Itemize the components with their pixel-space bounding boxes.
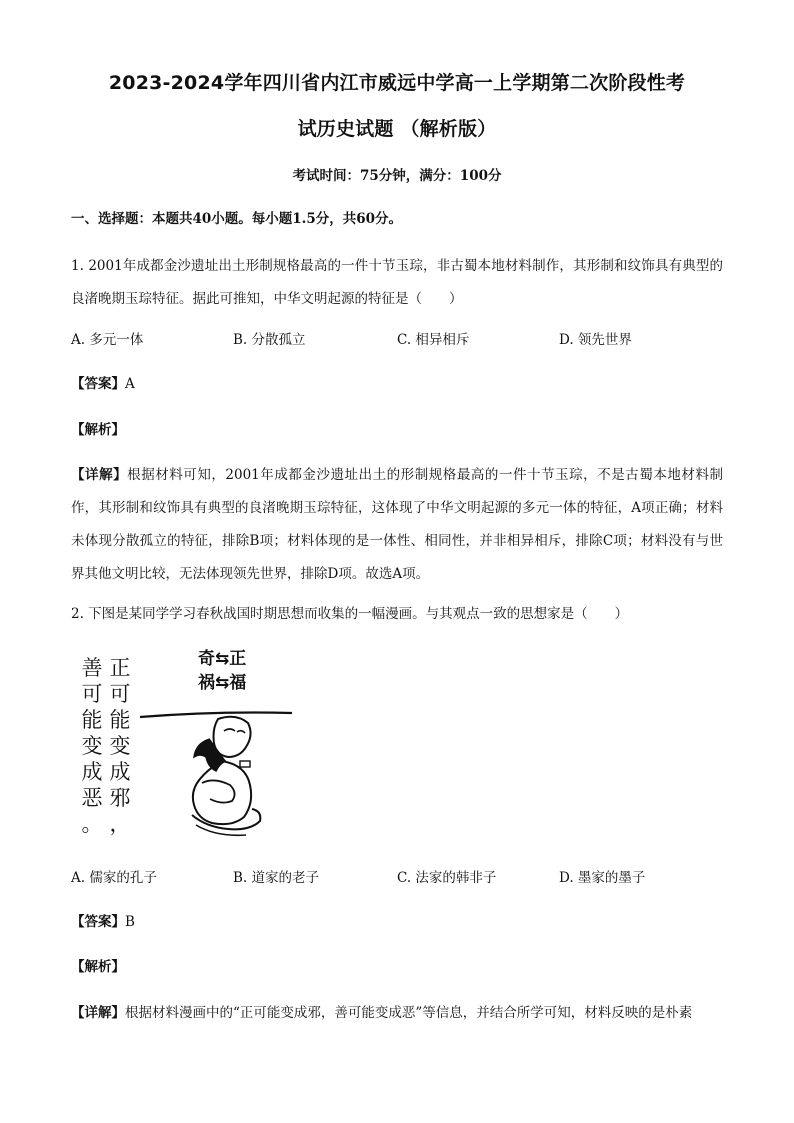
question-2-answer <box>71 910 135 930</box>
question-2-analysis <box>71 955 125 975</box>
analysis-label: 【解析】 <box>71 959 125 975</box>
sage-figure-drawing <box>136 705 306 845</box>
answer-label: 【答案】 <box>71 914 125 930</box>
analysis-label: 【解析】 <box>71 422 125 438</box>
question-1-answer <box>71 372 135 392</box>
question-2-stem: 2. 下图是某同学学习春秋战国时期思想而收集的一幅漫画。与其观点一致的思想家是（ ） <box>71 606 629 622</box>
cartoon-text-left-column: 善 可 能 变 成 恶 。 <box>81 656 103 836</box>
cartoon-top-line-1: 奇⇆正 <box>198 649 247 669</box>
exam-time: 考试时间：75分钟，满分：100分 <box>292 168 502 184</box>
option-d: D. 领先世界 <box>559 332 632 348</box>
detail-text: 根据材料漫画中的“正可能变成邪，善可能变成恶”等信息，并结合所学可知，材料反映的是朴素 <box>125 1005 693 1021</box>
cartoon-top-line-2: 祸⇆福 <box>198 673 247 693</box>
option-c: C. 相异相斥 <box>397 332 470 348</box>
question-1-analysis <box>71 418 125 438</box>
doc-title-line-1: 2023-2024学年四川省内江市威远中学高一上学期第二次阶段性考 <box>108 72 686 94</box>
detail-text: 根据材料可知，2001年成都金沙遗址出土的形制规格最高的一件十节玉琮，不是古蜀本地材料制作，其形制和纹饰具有典型的良渚晚期玉琮特征，这体现了中华文明起源的多元一体的特征，A项正确；材料未体现分散孤立的特征，排除B项；材料体现的是一体性、相同性，并非相异相斥，排除C项；材料没有与世界其他文明比较，无法体现领先世界，排除D项。故选A项。 <box>71 467 724 582</box>
doc-title-line-2: 试历史试题 （解析版） <box>297 118 497 140</box>
option-b: B. 道家的老子 <box>233 870 320 886</box>
option-c: C. 法家的韩非子 <box>397 870 497 886</box>
cartoon-text-right-column: 正 可 能 变 成 邪 ， <box>109 656 131 836</box>
question-1-detail <box>71 459 723 591</box>
question-1-stem: 1. 2001年成都金沙遗址出土形制规格最高的一件十节玉琮，非古蜀本地材料制作，其形制和纹饰具有典型的良渚晚期玉琮特征。据此可推知，中华文明起源的特征是（ ） <box>71 258 723 307</box>
question-2-options <box>71 866 723 886</box>
detail-label: 【详解】 <box>71 1005 125 1021</box>
cartoon-image <box>76 645 306 845</box>
option-a: A. 多元一体 <box>71 332 144 348</box>
answer-value: B <box>125 914 135 930</box>
option-b: B. 分散孤立 <box>233 332 306 348</box>
question-1-options <box>71 328 723 348</box>
section-heading: 一、选择题：本题共40小题。每小题1.5分，共60分。 <box>71 211 403 227</box>
detail-label: 【详解】 <box>71 467 128 483</box>
answer-label: 【答案】 <box>71 376 125 392</box>
question-2-detail <box>71 997 723 1030</box>
answer-value: A <box>125 376 135 392</box>
option-d: D. 墨家的墨子 <box>559 870 646 886</box>
option-a: A. 儒家的孔子 <box>71 870 157 886</box>
